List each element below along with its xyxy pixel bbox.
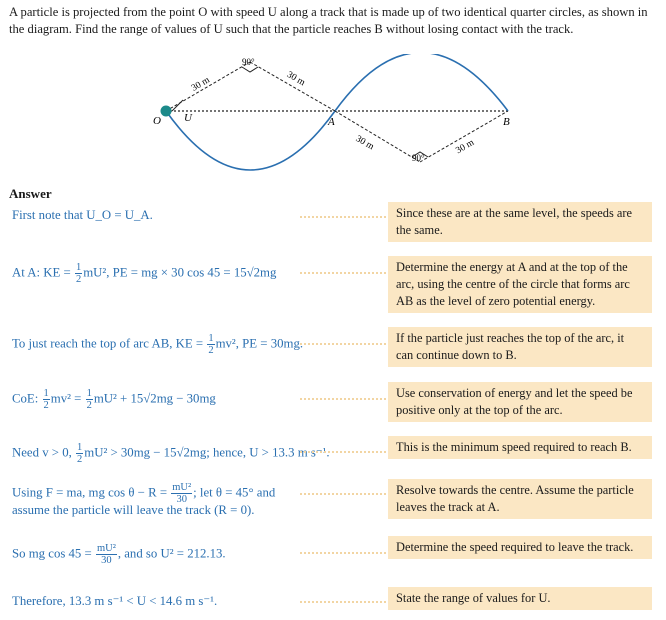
step-work: So mg cos 45 = $\frac{\text{mU²}}{30}$ , and so U² = 212.13. (12, 543, 226, 566)
label-radius: 30 m (284, 69, 307, 89)
label-radius: 30 m (353, 134, 376, 153)
step-work: Therefore, 13.3 m s⁻¹ < U < 14.6 m s⁻¹. (12, 594, 218, 608)
label-angle: 90° (412, 153, 425, 163)
label-o: O (153, 115, 161, 127)
track-arc-ab (335, 54, 508, 111)
step-note: If the particle just reaches the top of the arc, it can continue down to B. (388, 327, 652, 367)
step-work: At A: KE = $\frac{1}{2}$ mU², PE = mg × 30 cos 45 = 15√2mg (12, 262, 277, 285)
label-u: U (184, 112, 192, 124)
step-note: Determine the energy at A and at the top of the arc, using the centre of the circle that forms arc AB as the level of zero potential energy. (388, 256, 652, 313)
step-work: First note that U_O = U_A. (12, 208, 153, 222)
step-note: Since these are at the same level, the speeds are the same. (388, 202, 652, 242)
label-a: A (328, 116, 335, 128)
step-work: Need v > 0, $\frac{1}{2}$ mU² > 30mg − 15√2mg; hence, U > 13.3 m s⁻¹. (12, 442, 330, 465)
label-radius: 30 m (190, 75, 212, 94)
step-work: Using F = ma, mg cos θ − R = $\frac{\text{mU²}}{30}$ ; let θ = 45° and (12, 482, 276, 505)
step-note: Resolve towards the centre. Assume the particle leaves the track at A. (388, 479, 652, 519)
step-note: Use conservation of energy and let the speed be positive only at the top of the arc. (388, 382, 652, 422)
step-note: This is the minimum speed required to reach B. (388, 436, 652, 459)
right-angle-marker (242, 67, 258, 72)
step-note: State the range of values for U. (388, 587, 652, 610)
step-work: CoE: $\frac{1}{2}$ mv² = $\frac{1}{2}$ mU² + 15√2mg − 30mg (12, 388, 216, 411)
radius-line (250, 62, 335, 111)
step-work: To just reach the top of arc AB, KE = $\frac{1}{2}$ mv², PE = 30mg. (12, 333, 304, 356)
step-note: Determine the speed required to leave the track. (388, 536, 652, 559)
velocity-arrow (172, 100, 183, 111)
label-radius: 30 m (454, 137, 477, 157)
radius-line (420, 111, 508, 162)
label-angle: 90° (242, 57, 255, 67)
track-diagram (150, 54, 530, 174)
particle (161, 106, 172, 117)
label-b: B (503, 116, 510, 128)
problem-text: A particle is projected from the point O with speed U along a track that is made up of two identical quarter circles, as shown in the diagram. Find the range of values of U such that the particle reaches B without losing contact with the track. (9, 5, 648, 36)
radius-line (166, 62, 250, 111)
answer-heading: Answer (9, 186, 52, 201)
step-work-continued: assume the particle will leave the track (R = 0). (12, 503, 255, 517)
radius-line (335, 111, 420, 162)
